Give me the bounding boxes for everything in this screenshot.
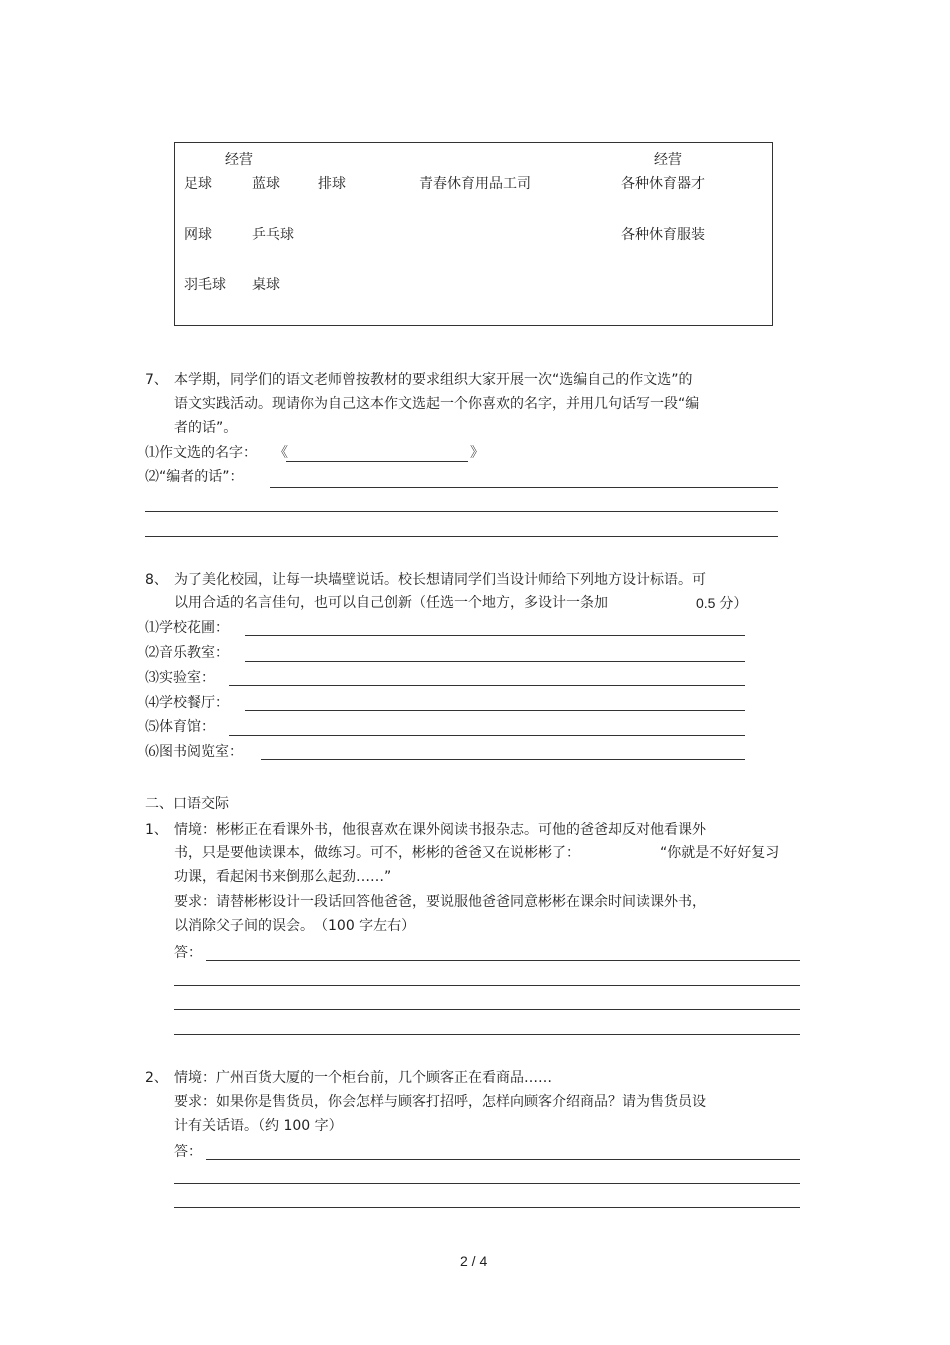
question-text-line: 语文实践活动。现请你为自己这本作文选起一个你喜欢的名字，并用几句话写一段“编 bbox=[174, 396, 700, 412]
answer-line[interactable] bbox=[174, 1207, 800, 1208]
left-header: 经营 bbox=[225, 152, 253, 168]
question-number: 1、 bbox=[145, 822, 168, 838]
slogan-answer-line[interactable] bbox=[245, 661, 745, 662]
answer-line[interactable] bbox=[174, 1183, 800, 1184]
question-text-line: 为了美化校园，让每一块墙壁说话。校长想请同学们当设计师给下列地方设计标语。可 bbox=[174, 572, 706, 588]
slogan-location-label: ⑵音乐教室： bbox=[145, 645, 229, 661]
answer-line[interactable] bbox=[174, 1009, 800, 1010]
question-number: 8、 bbox=[145, 572, 168, 588]
requirement-text: 要求：请替彬彬设计一段话回答他爸爸，要说服他爸爸同意彬彬在课余时间读课外书， bbox=[174, 894, 706, 910]
page-number: 2 / 4 bbox=[460, 1253, 488, 1269]
right-header: 经营 bbox=[654, 152, 682, 168]
scenario-text: 书，只是要他读课本，做练习。可不，彬彬的爸爸又在说彬彬了： bbox=[174, 845, 580, 861]
slogan-answer-line[interactable] bbox=[229, 685, 745, 686]
sub-question-label: ⑴作文选的名字： bbox=[145, 445, 257, 461]
sub-question-label: ⑵“编者的话”： bbox=[145, 469, 244, 485]
right-item: 各种休育服装 bbox=[621, 227, 705, 243]
question-text-line: 以用合适的名言佳句，也可以自己创新（任选一个地方，多设计一条加 bbox=[174, 595, 608, 611]
answer-line[interactable] bbox=[206, 960, 800, 961]
right-item: 各种休育器才 bbox=[621, 176, 705, 192]
title-answer-line[interactable] bbox=[286, 461, 468, 462]
bonus-points: 0.5 分） bbox=[696, 595, 748, 611]
question-text-line: 者的话”。 bbox=[174, 420, 238, 436]
sport-item: 网球 bbox=[184, 227, 212, 243]
requirement-text: 要求：如果你是售货员，你会怎样与顾客打招呼，怎样向顾客介绍商品？请为售货员设 bbox=[174, 1094, 706, 1110]
question-number: 7、 bbox=[145, 372, 168, 388]
answer-line[interactable] bbox=[145, 536, 778, 537]
section-title: 二、口语交际 bbox=[145, 796, 229, 812]
book-title-close: 》 bbox=[470, 445, 484, 461]
scenario-text: 情境：广州百货大厦的一个柜台前，几个顾客正在看商品…… bbox=[174, 1070, 552, 1086]
answer-line[interactable] bbox=[270, 487, 778, 488]
answer-line[interactable] bbox=[174, 985, 800, 986]
slogan-answer-line[interactable] bbox=[245, 635, 745, 636]
requirement-text: 计有关话语。（约 100 字） bbox=[174, 1118, 343, 1134]
answer-line[interactable] bbox=[145, 511, 778, 512]
sport-item: 桌球 bbox=[252, 277, 280, 293]
sport-item: 蓝球 bbox=[252, 176, 280, 192]
sport-item: 排球 bbox=[318, 176, 346, 192]
answer-label: 答： bbox=[174, 945, 202, 961]
scenario-text: 功课，看起闲书来倒那么起劲……” bbox=[174, 869, 392, 885]
scenario-quote: “你就是不好好复习 bbox=[660, 845, 780, 861]
slogan-location-label: ⑸体育馆： bbox=[145, 719, 215, 735]
slogan-answer-line[interactable] bbox=[229, 735, 745, 736]
company-name: 青春休育用品工司 bbox=[419, 176, 531, 192]
slogan-location-label: ⑷学校餐厅： bbox=[145, 695, 229, 711]
answer-label: 答： bbox=[174, 1144, 202, 1160]
slogan-location-label: ⑴学校花圃： bbox=[145, 620, 229, 636]
book-title-open: 《 bbox=[274, 445, 288, 461]
slogan-location-label: ⑹图书阅览室： bbox=[145, 744, 243, 760]
sport-item: 足球 bbox=[184, 176, 212, 192]
slogan-answer-line[interactable] bbox=[261, 759, 745, 760]
question-number: 2、 bbox=[145, 1070, 168, 1086]
answer-line[interactable] bbox=[174, 1034, 800, 1035]
slogan-location-label: ⑶实验室： bbox=[145, 670, 215, 686]
slogan-answer-line[interactable] bbox=[245, 710, 745, 711]
requirement-text: 以消除父子间的误会。 （100 字左右） bbox=[174, 918, 416, 934]
question-text-line: 本学期，同学们的语文老师曾按教材的要求组织大家开展一次“选编自己的作文选”的 bbox=[174, 372, 693, 388]
sport-item: 羽毛球 bbox=[184, 277, 226, 293]
sport-item: 乒乓球 bbox=[252, 227, 294, 243]
scenario-text: 情境：彬彬正在看课外书，他很喜欢在课外阅读书报杂志。可他的爸爸却反对他看课外 bbox=[174, 822, 706, 838]
answer-line[interactable] bbox=[206, 1159, 800, 1160]
